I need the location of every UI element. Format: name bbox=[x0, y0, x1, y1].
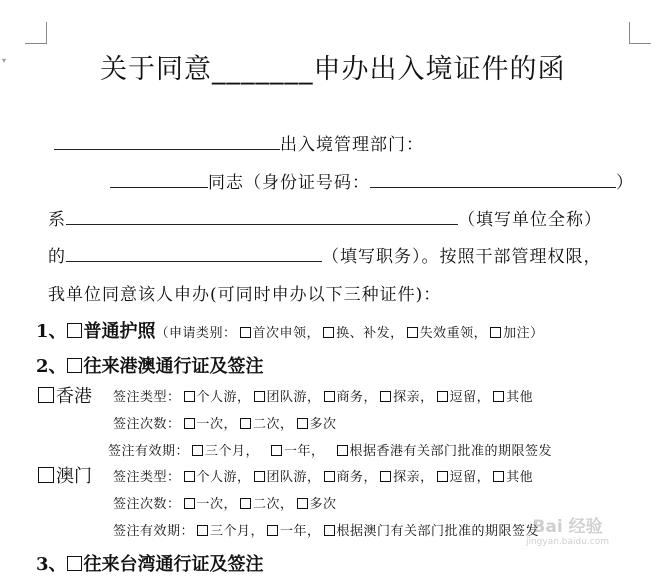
hk-type-checkbox[interactable] bbox=[254, 391, 265, 402]
hk-type-option: 逗留， bbox=[449, 390, 491, 405]
position-line bbox=[48, 242, 602, 267]
crop-mark-left-vertical bbox=[46, 22, 47, 44]
crop-mark-right-vertical bbox=[629, 22, 630, 44]
mo-type-checkbox[interactable] bbox=[437, 471, 448, 482]
sec2-label: 往来港澳通行证及签注 bbox=[83, 356, 264, 377]
hk-count-checkbox[interactable] bbox=[184, 418, 195, 429]
sec1-option-replace: 换、补发， bbox=[336, 326, 404, 341]
mo-type-option: 商务， bbox=[336, 470, 378, 485]
sec1-option-checkbox[interactable] bbox=[407, 327, 418, 338]
blank-position bbox=[66, 261, 322, 262]
unit-line bbox=[48, 205, 602, 230]
watermark-url: jingyan.baidu.com bbox=[525, 537, 610, 547]
hk-type-checkbox[interactable] bbox=[437, 391, 448, 402]
mo-type-checkbox[interactable] bbox=[254, 471, 265, 482]
crop-mark-right-horizontal bbox=[629, 43, 651, 44]
hk-type-checkbox[interactable] bbox=[184, 391, 195, 402]
crop-mark-left-horizontal bbox=[25, 43, 47, 44]
hk-region bbox=[38, 382, 92, 408]
hk-count-option: 一次， bbox=[196, 417, 238, 432]
sec2-number: 2、 bbox=[36, 356, 67, 377]
document-title: 关于同意_______申办出入境证件的函 bbox=[100, 54, 566, 85]
hk-count-option: 二次， bbox=[253, 417, 294, 432]
baidu-jingyan-watermark bbox=[500, 512, 635, 552]
blank-name bbox=[110, 187, 208, 188]
hk-validity-option: 三个月， bbox=[205, 444, 260, 459]
hk-type-option: 探亲， bbox=[393, 390, 434, 405]
hk-type-option: 个人游， bbox=[196, 390, 251, 405]
hk-type-checkbox[interactable] bbox=[493, 391, 504, 402]
hk-validity-checkbox[interactable] bbox=[192, 445, 203, 456]
sec3-number: 3、 bbox=[36, 554, 67, 575]
mo-count-option: 二次， bbox=[253, 497, 294, 512]
section-hk-macau bbox=[36, 352, 264, 378]
comrade-close: ） bbox=[616, 173, 634, 193]
addressee-line bbox=[54, 130, 424, 155]
mo-type-row bbox=[113, 466, 533, 485]
hk-checkbox[interactable] bbox=[38, 387, 54, 403]
sec1-note-prefix: （申请类别： bbox=[155, 326, 237, 341]
hk-type-option: 其他 bbox=[506, 390, 534, 405]
sec1-number: 1、 bbox=[36, 321, 67, 342]
mo-label: 澳门 bbox=[56, 466, 92, 487]
sec2-checkbox[interactable] bbox=[67, 358, 82, 373]
section-taiwan bbox=[36, 550, 264, 576]
sec1-label: 普通护照 bbox=[83, 321, 156, 342]
mo-type-option: 团队游， bbox=[266, 470, 321, 485]
hk-validity-checkbox[interactable] bbox=[337, 445, 348, 456]
comrade-text: 同志（身份证号码： bbox=[208, 173, 370, 193]
mo-validity-label: 签注有效期： bbox=[113, 524, 195, 539]
watermark-brand: Bai 经验 bbox=[532, 517, 603, 537]
blank-id-number bbox=[370, 187, 616, 188]
mo-validity-option: 根据澳门有关部门批准的期限签发 bbox=[336, 524, 540, 539]
hk-count-label: 签注次数： bbox=[113, 417, 181, 432]
sec1-option-invalid: 失效重领， bbox=[419, 326, 488, 341]
sec1-checkbox[interactable] bbox=[67, 323, 82, 338]
hk-type-checkbox[interactable] bbox=[380, 391, 391, 402]
margin-marker: ▾ bbox=[2, 56, 7, 65]
mo-validity-row bbox=[113, 520, 539, 539]
sec1-option-checkbox[interactable] bbox=[323, 327, 334, 338]
mo-validity-checkbox[interactable] bbox=[324, 525, 335, 536]
hk-validity-row bbox=[108, 440, 552, 459]
unit-note: （填写单位全称） bbox=[458, 210, 602, 230]
hk-count-checkbox[interactable] bbox=[240, 418, 251, 429]
mo-type-label: 签注类型： bbox=[113, 470, 181, 485]
mo-type-checkbox[interactable] bbox=[493, 471, 504, 482]
blank-unit-name bbox=[66, 224, 458, 225]
section-passport bbox=[36, 317, 544, 343]
sec1-option-checkbox[interactable] bbox=[490, 327, 501, 338]
hk-count-row bbox=[113, 413, 337, 432]
blank-department bbox=[54, 149, 280, 150]
sec1-option-first: 首次申领， bbox=[252, 326, 321, 341]
hk-count-checkbox[interactable] bbox=[297, 418, 308, 429]
mo-count-checkbox[interactable] bbox=[240, 498, 251, 509]
mo-count-checkbox[interactable] bbox=[184, 498, 195, 509]
hk-count-option: 多次 bbox=[309, 417, 337, 432]
addressee-text: 出入境管理部门： bbox=[280, 135, 424, 155]
hk-type-checkbox[interactable] bbox=[324, 391, 335, 402]
mo-region bbox=[38, 462, 92, 488]
sec3-checkbox[interactable] bbox=[67, 556, 82, 571]
comrade-line bbox=[110, 168, 634, 193]
mo-count-row bbox=[113, 493, 337, 512]
mo-count-option: 多次 bbox=[309, 497, 337, 512]
mo-count-checkbox[interactable] bbox=[297, 498, 308, 509]
mo-validity-option: 一年， bbox=[280, 524, 321, 539]
hk-label: 香港 bbox=[56, 386, 92, 407]
mo-validity-checkbox[interactable] bbox=[197, 525, 208, 536]
hk-validity-checkbox[interactable] bbox=[271, 445, 282, 456]
hk-validity-option: 一年， bbox=[284, 444, 325, 459]
mo-validity-option: 三个月， bbox=[210, 524, 265, 539]
hk-type-row bbox=[113, 386, 533, 405]
agreement-line: 我单位同意该人申办(可同时申办以下三种证件)： bbox=[48, 285, 442, 305]
mo-type-option: 其他 bbox=[506, 470, 534, 485]
mo-validity-checkbox[interactable] bbox=[267, 525, 278, 536]
position-note: （填写职务）。按照干部管理权限， bbox=[322, 247, 602, 267]
unit-prefix: 系 bbox=[48, 210, 66, 230]
mo-type-option: 探亲， bbox=[393, 470, 434, 485]
hk-validity-label: 签注有效期： bbox=[108, 444, 190, 459]
sec1-option-checkbox[interactable] bbox=[240, 327, 251, 338]
mo-type-option: 逗留， bbox=[449, 470, 491, 485]
mo-type-checkbox[interactable] bbox=[380, 471, 391, 482]
hk-type-label: 签注类型： bbox=[113, 390, 181, 405]
hk-type-option: 团队游， bbox=[266, 390, 321, 405]
hk-type-option: 商务， bbox=[336, 390, 378, 405]
mo-type-checkbox[interactable] bbox=[324, 471, 335, 482]
sec1-option-endorse: 加注） bbox=[503, 326, 544, 341]
mo-count-label: 签注次数： bbox=[113, 497, 181, 512]
mo-checkbox[interactable] bbox=[38, 467, 54, 483]
mo-type-checkbox[interactable] bbox=[184, 471, 195, 482]
position-prefix: 的 bbox=[48, 247, 66, 267]
sec3-label: 往来台湾通行证及签注 bbox=[83, 554, 264, 575]
mo-type-option: 个人游， bbox=[196, 470, 251, 485]
mo-count-option: 一次， bbox=[196, 497, 238, 512]
hk-validity-option: 根据香港有关部门批准的期限签发 bbox=[349, 444, 553, 459]
